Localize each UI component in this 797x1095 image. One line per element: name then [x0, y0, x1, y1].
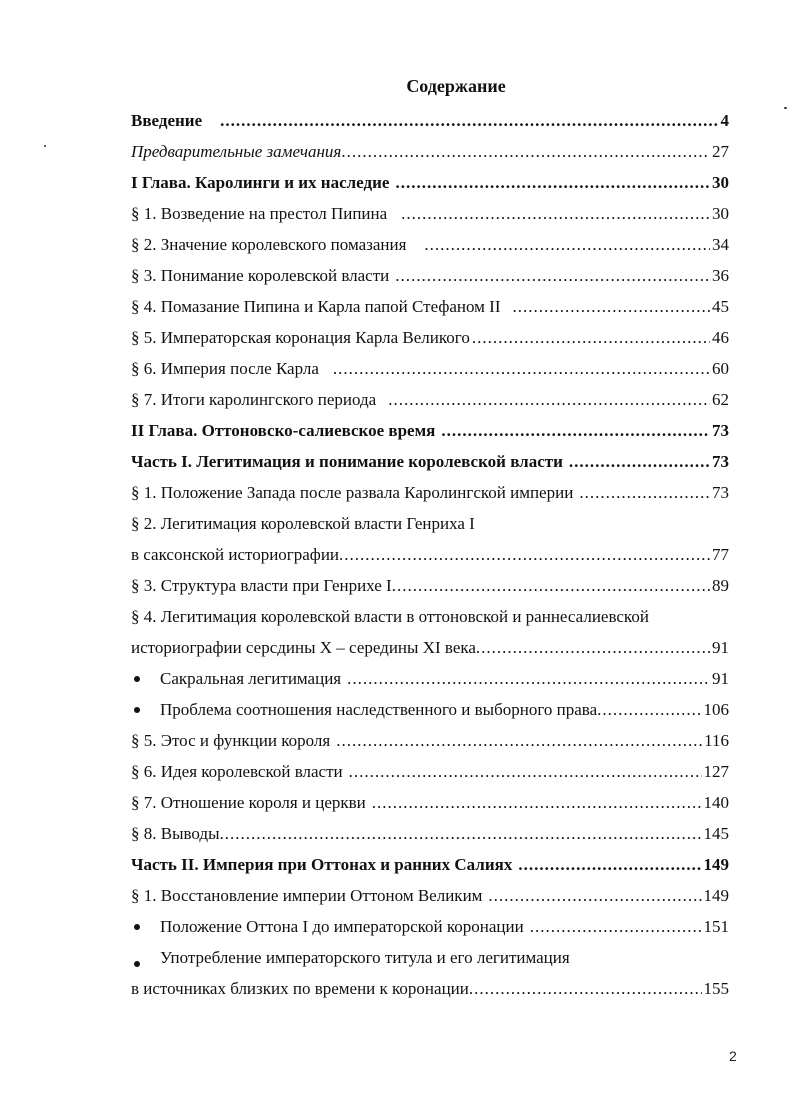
toc-entry — [131, 105, 729, 136]
toc-entry-page: 27 — [712, 142, 729, 161]
toc-leader — [339, 539, 710, 570]
toc-entry-page: 46 — [712, 328, 729, 347]
toc-entry — [131, 632, 729, 663]
toc-entry-title: § 4. Помазание Пипина и Карла папой Стефаном II — [131, 297, 501, 316]
toc-leader — [530, 911, 702, 942]
toc-entry — [131, 787, 729, 818]
toc-entry-page: 155 — [703, 979, 729, 998]
toc-entry-title: § 4. Легитимация королевской власти в оттоновской и раннесалиевской — [131, 607, 649, 626]
toc-leader — [488, 880, 701, 911]
toc-leader — [333, 353, 710, 384]
toc-entry-page: 91 — [712, 669, 729, 688]
toc-entry-page: 145 — [703, 824, 729, 843]
toc-entry-page: 106 — [703, 700, 729, 719]
toc-leader — [341, 136, 710, 167]
toc-entry — [131, 973, 729, 1004]
toc-leader — [349, 756, 702, 787]
toc-entry — [131, 570, 729, 601]
toc-entry-title: § 2. Легитимация королевской власти Генриха I — [131, 514, 475, 533]
toc-leader — [388, 384, 710, 415]
toc-entry-title: Часть I. Легитимация и понимание королевской власти — [131, 452, 563, 471]
toc-entry-page: 140 — [703, 793, 729, 812]
toc-entry-text: Употребление императорского титула и его легитимация — [160, 948, 570, 967]
toc-entry — [131, 446, 729, 477]
toc-entry-text: Сакральная легитимация — [160, 669, 342, 688]
toc-entry-page: 91 — [712, 638, 729, 657]
toc-entry-title: § 3. Понимание королевской власти — [131, 266, 390, 285]
toc-entry — [131, 322, 729, 353]
toc-entry-text: Проблема соотношения наследственного и выборного права — [160, 700, 598, 719]
toc-leader — [372, 787, 702, 818]
toc-entry-title — [131, 948, 570, 967]
toc-leader — [336, 725, 702, 756]
toc-leader — [472, 322, 710, 353]
toc-entry-title: § 5. Этос и функции короля — [131, 731, 331, 750]
toc-leader — [441, 415, 710, 446]
toc-entry-title: § 3. Структура власти при Генрихе I — [131, 576, 392, 595]
scan-speck — [44, 145, 46, 147]
toc-entry-page: 151 — [703, 917, 729, 936]
toc-entry — [131, 477, 729, 508]
toc-leader — [395, 260, 710, 291]
toc-entry-line — [131, 942, 729, 973]
toc-leader — [220, 105, 718, 136]
toc-entry-page: 149 — [703, 886, 729, 905]
toc-entry-page: 62 — [712, 390, 729, 409]
toc-entry-line — [131, 508, 729, 539]
toc-entry — [131, 756, 729, 787]
toc-entry-title: в источниках близких по времени к коронации — [131, 979, 469, 998]
toc-leader — [597, 694, 701, 725]
toc-entry-title: § 6. Империя после Карла — [131, 359, 319, 378]
toc-entry — [131, 167, 729, 198]
toc-entry-title: § 2. Значение королевского помазания — [131, 235, 407, 254]
toc-entry — [131, 198, 729, 229]
page-number: 2 — [729, 1048, 737, 1064]
toc-leader — [424, 229, 710, 260]
bullet-icon — [134, 707, 140, 713]
toc-leader — [220, 818, 702, 849]
scan-speck — [784, 107, 787, 109]
toc-entry-page: 149 — [703, 855, 729, 874]
toc-entry — [131, 136, 729, 167]
toc-entry-page: 127 — [703, 762, 729, 781]
toc-entry — [131, 415, 729, 446]
toc-leader — [518, 849, 701, 880]
toc-entry-title: § 6. Идея королевской власти — [131, 762, 343, 781]
toc-entry-title: § 1. Возведение на престол Пипина — [131, 204, 388, 223]
page-title: Содержание — [406, 76, 506, 96]
toc-entry — [131, 260, 729, 291]
bullet-icon — [134, 924, 140, 930]
toc-entry — [131, 911, 729, 942]
toc-entry-page: 60 — [712, 359, 729, 378]
toc-entry — [131, 725, 729, 756]
toc-entry-page: 89 — [712, 576, 729, 595]
toc-entry-page: 45 — [712, 297, 729, 316]
toc-leader — [392, 570, 710, 601]
toc-leader — [476, 632, 710, 663]
toc-entry-title: Часть II. Империя при Оттонах и ранних Салиях — [131, 855, 513, 874]
toc-entry-page: 30 — [712, 204, 729, 223]
toc-entry-page: 4 — [720, 111, 729, 130]
toc-entry-title: § 1. Восстановление империи Оттоном Великим — [131, 886, 483, 905]
toc-entry — [131, 229, 729, 260]
toc-entry-title: § 7. Итоги каролингского периода — [131, 390, 377, 409]
table-of-contents — [131, 105, 729, 1004]
toc-entry — [131, 880, 729, 911]
toc-entry-title: историографии серсдины X – середины XI века — [131, 638, 476, 657]
toc-entry-title — [131, 694, 597, 725]
toc-leader — [347, 663, 710, 694]
toc-entry — [131, 353, 729, 384]
toc-entry-title: Предварительные замечания — [131, 142, 342, 161]
toc-entry-page: 73 — [712, 452, 729, 471]
toc-entry-title: § 7. Отношение короля и церкви — [131, 793, 366, 812]
toc-entry-line — [131, 601, 729, 632]
toc-entry-title: Введение — [131, 111, 203, 130]
toc-entry — [131, 663, 729, 694]
toc-entry-page: 73 — [712, 483, 729, 502]
toc-entry — [131, 818, 729, 849]
toc-entry-title: в саксонской историографии — [131, 545, 340, 564]
toc-entry — [131, 539, 729, 570]
toc-entry-title: I Глава. Каролинги и их наследие — [131, 173, 390, 192]
toc-entry-title: § 8. Выводы — [131, 824, 220, 843]
toc-entry — [131, 291, 729, 322]
toc-entry-title: II Глава. Оттоновско-салиевское время — [131, 421, 436, 440]
toc-leader — [513, 291, 711, 322]
bullet-icon — [134, 676, 140, 682]
bullet-icon — [134, 961, 140, 967]
toc-leader — [569, 446, 710, 477]
toc-leader — [401, 198, 710, 229]
toc-entry — [131, 849, 729, 880]
toc-entry-page: 116 — [704, 731, 729, 750]
toc-entry — [131, 384, 729, 415]
toc-entry-text: Положение Оттона I до императорской коронации — [160, 917, 524, 936]
toc-entry-title — [131, 663, 341, 694]
toc-entry-title: § 1. Положение Запада после развала Каролингской империи — [131, 483, 574, 502]
toc-entry-title: § 5. Императорская коронация Карла Великого — [131, 328, 470, 347]
toc-entry — [131, 694, 729, 725]
toc-entry-title — [131, 911, 524, 942]
toc-entry-page: 77 — [712, 545, 729, 564]
toc-leader — [469, 973, 702, 1004]
toc-entry-page: 30 — [712, 173, 729, 192]
toc-entry-page: 34 — [712, 235, 729, 254]
toc-entry-page: 36 — [712, 266, 729, 285]
toc-entry-page: 73 — [712, 421, 729, 440]
toc-leader — [579, 477, 710, 508]
toc-leader — [395, 167, 710, 198]
